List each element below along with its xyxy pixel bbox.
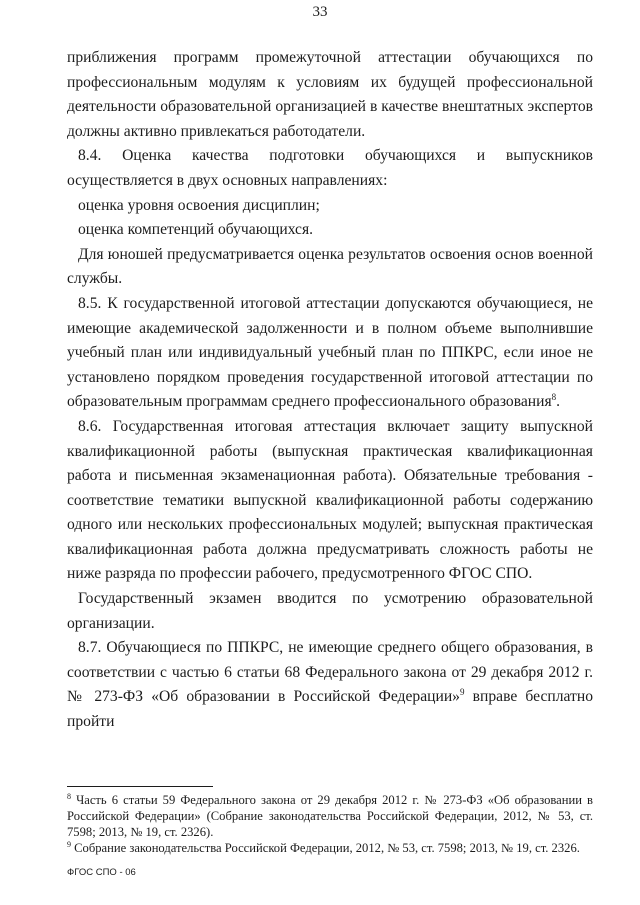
footnote-ref-9[interactable]: 9 xyxy=(459,687,465,698)
footnote-mark-8: 8 xyxy=(67,791,71,801)
list-item-disciplines: оценка уровня освоения дисциплин; xyxy=(78,196,320,214)
body-text xyxy=(67,46,593,735)
footnote-mark-9: 9 xyxy=(67,839,71,849)
paragraph-8-7-text: 8.7. Обучающиеся по ППКРС, не имеющие среднего общего образования, в соответствии с частью 6 статьи 68 Федерального закона от 29 декабря 2012 г. № 273-ФЗ «Об образовании в Российской Федерации» xyxy=(67,639,593,706)
paragraph-8-5-end: . xyxy=(556,393,561,411)
footnotes xyxy=(67,792,593,856)
paragraph-8-7-end: вправе бесплатно пройти xyxy=(67,688,593,731)
paragraph-8-7 xyxy=(67,636,593,734)
page-number: 33 xyxy=(312,4,328,20)
paragraph-8-6: 8.6. Государственная итоговая аттестация включает защиту выпускной квалификационной работы (выпускная практическая квалификационная работа и письменная экзаменационная работа). Обязательные требования - соответствие тематики выпускной квалификационной работы содержанию одного или нескольких профессиональных модулей; выпускная практическая квалификационная работа должна предусматривать сложность работы не ниже разряда по профессии рабочего, предусмотренного ФГОС СПО. xyxy=(67,417,593,583)
document-code: ФГОС СПО - 06 xyxy=(67,867,136,878)
footnote-9-text: Собрание законодательства Российской Федерации, 2012, № 53, ст. 7598; 2013, № 19, ст. 2326. xyxy=(71,841,580,855)
paragraph-8-5-text: 8.5. К государственной итоговой аттестации допускаются обучающиеся, не имеющие академической задолженности и в полном объеме выполнившие учебный план или индивидуальный учебный план по ППКРС, если иное не установлено порядком проведения государственной итоговой аттестации по образовательным программам среднего профессионального образования xyxy=(67,294,593,411)
list-item-competencies: оценка компетенций обучающихся. xyxy=(78,221,314,239)
paragraph-8-4: 8.4. Оценка качества подготовки обучающихся и выпускников осуществляется в двух основных направлениях: xyxy=(67,147,593,189)
footnote-divider xyxy=(67,786,213,787)
footnote-ref-8[interactable]: 8 xyxy=(551,392,557,403)
paragraph-8-5 xyxy=(67,292,593,415)
paragraph-state-exam: Государственный экзамен вводится по усмотрению образовательной организации. xyxy=(67,590,593,632)
footnote-8-text: Часть 6 статьи 59 Федерального закона от 29 декабря 2012 г. № 273-ФЗ «Об образовании в Российской Федерации» (Собрание законодательства Российской Федерации, 2012, № 53, ст. 7598; 2013, № 19, ст. 2326). xyxy=(67,793,593,839)
paragraph-continuation: приближения программ промежуточной аттестации обучающихся по профессиональным модулям к условиям их будущей профессиональной деятельности образовательной организацией в качестве внештатных экспертов должны активно привлекаться работодатели. xyxy=(67,49,593,140)
footnote-8 xyxy=(67,792,593,840)
paragraph-military-service: Для юношей предусматривается оценка результатов освоения основ военной службы. xyxy=(67,245,593,288)
footnote-9 xyxy=(67,840,593,856)
